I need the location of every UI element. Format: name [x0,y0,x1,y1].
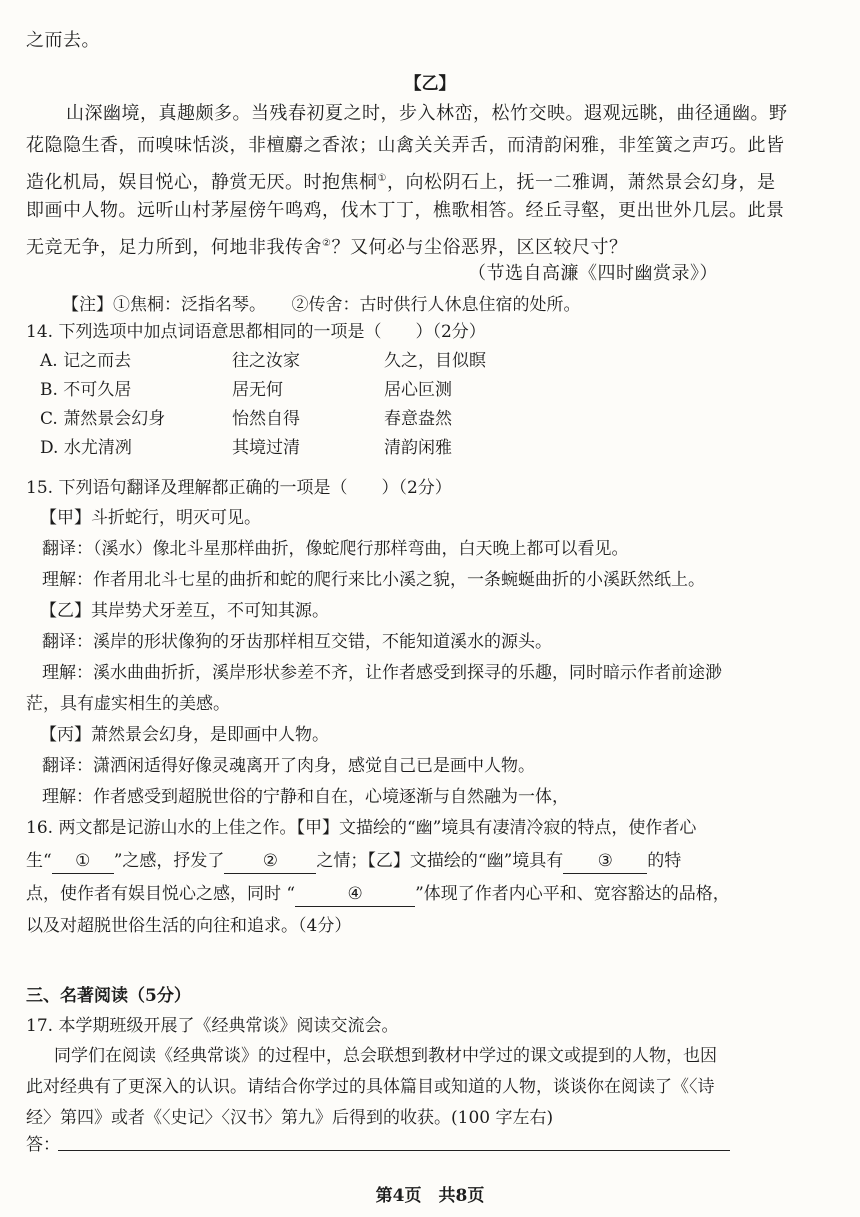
q16-text-3a: 点，使作者有娱目悦心之感，同时 “ [26,884,296,904]
q14-option-d-c: 清韵闲雅 [384,438,452,458]
q16-line-4: 以及对超脱世俗生活的向往和追求。（4分） [26,916,352,936]
passage-yi-line-3a: 造化机局，娱目悦心，静赏无厌。时抱焦桐 [26,172,378,193]
q15-stem: 15. 下列语句翻译及理解都正确的一项是（ ）（2分） [26,478,452,498]
q17-para-1: 同学们在阅读《经典常谈》的过程中，总会联想到教材中学过的课文或提到的人物，也因 [54,1046,717,1066]
q16-blank-4[interactable]: ④ [295,882,415,907]
q17-stem: 17. 本学期班级开展了《经典常谈》阅读交流会。 [26,1016,399,1036]
q14-option-b-b: 居无何 [232,380,283,400]
passage-yi-source: （节选自高濂《四时幽赏录》） [468,263,718,284]
q15-jia-quote: 【甲】斗折蛇行，明灭可见。 [40,508,261,528]
q15-bing-translation: 翻译：潇洒闲适得好像灵魂离开了肉身，感觉自己已是画中人物。 [42,756,535,776]
q17-answer-label: 答： [26,1135,60,1155]
q14-option-a-c: 久之，目似瞑 [384,351,486,371]
q14-option-c[interactable]: C. 萧然景会幻身 [40,409,166,429]
q15-yi-translation: 翻译：溪岸的形状像狗的牙齿那样相互交错，不能知道溪水的源头。 [42,632,552,652]
q15-yi-quote: 【乙】其岸势犬牙差互，不可知其源。 [40,601,329,621]
q15-jia-understanding: 理解：作者用北斗七星的曲折和蛇的爬行来比小溪之貌，一条蜿蜒曲折的小溪跃然纸上。 [42,570,705,590]
q16-line-2 [26,849,681,874]
q14-option-a[interactable]: A. 记之而去 [40,351,132,371]
q15-bing-understanding: 理解：作者感受到超脱世俗的宁静和自在，心境逐渐与自然融为一体， [42,787,569,807]
q14-option-b[interactable]: B. 不可久居 [40,380,132,400]
q15-yi-understanding-cont: 茫，具有虚实相生的美感。 [26,694,230,714]
q16-blank-1[interactable]: ① [52,849,114,874]
intro-tail: 之而去。 [26,30,100,51]
q14-option-c-c: 春意盎然 [384,409,452,429]
passage-yi-line-3 [26,167,775,195]
passage-yi-line-2: 花隐隐生香，而嗅味恬淡，非檀麝之香浓；山禽关关弄舌，而清韵闲雅，非笙簧之声巧。此皆 [26,135,785,156]
q16-text-2d: 的特 [647,851,682,871]
passage-yi-line-4: 即画中人物。远听山村茅屋傍午鸣鸡，伐木丁丁，樵歌相答。经丘寻壑，更出世外几层。此景 [26,200,785,221]
note-mark-2: ② [322,238,332,249]
passage-yi-line-1: 山深幽境，真趣颇多。当残春初夏之时，步入林峦，松竹交映。遐观远眺，曲径通幽。野 [66,103,788,124]
q14-option-d[interactable]: D. 水尤清冽 [40,438,132,458]
note-mark-1: ① [377,173,387,184]
q14-stem: 14. 下列选项中加点词语意思都相同的一项是（ ）（2分） [26,322,486,342]
q17-para-2: 此对经典有了更深入的认识。请结合你学过的具体篇目或知道的人物，谈谈你在阅读了《〈诗 [26,1077,715,1097]
passage-yi-line-5 [26,232,627,260]
q14-option-b-c: 居心叵测 [384,380,452,400]
q17-para-3: 经〉第四》或者《〈史记〉〈汉书〉第九》后得到的收获。(100 字左右) [26,1108,554,1128]
q14-option-a-b: 往之汝家 [232,351,300,371]
q14-option-c-b: 怡然自得 [232,409,300,429]
passage-yi-line-5b: ？又何必与尘俗恶界，区区较尺寸？ [331,237,628,258]
q17-answer-line[interactable] [58,1150,730,1151]
passage-yi-line-5a: 无竞无争，足力所到，何地非我传舍 [26,237,322,258]
q14-option-d-b: 其境过清 [232,438,300,458]
q15-jia-translation: 翻译：（溪水）像北斗星那样曲折，像蛇爬行那样弯曲，白天晚上都可以看见。 [42,539,629,559]
passage-yi-line-3b: ，向松阴石上，抚一二雅调，萧然景会幻身，是 [386,172,776,193]
q16-blank-2[interactable]: ② [224,849,316,874]
page-footer: 第4页 共8页 [375,1186,485,1206]
q15-yi-understanding: 理解：溪水曲曲折折，溪岸形状参差不齐，让作者感受到探寻的乐趣，同时暗示作者前途渺 [42,663,722,683]
q16-text-3b: ”体现了作者内心平和、宽容豁达的品格， [415,884,730,904]
passage-yi-note: 【注】①焦桐：泛指名琴。 ②传舍：古时供行人休息住宿的处所。 [62,295,581,315]
q16-text-2a: 生“ [26,851,52,871]
q16-line-1: 16. 两文都是记游山水的上佳之作。【甲】文描绘的“幽”境具有凄清冷寂的特点，使作者心 [26,818,697,838]
q16-blank-3[interactable]: ③ [563,849,647,874]
q15-bing-quote: 【丙】萧然景会幻身，是即画中人物。 [40,725,329,745]
passage-yi-header [0,72,860,96]
q16-text-2b: ”之感，抒发了 [113,851,225,871]
passage-yi-title: 【乙】 [404,74,456,94]
q16-text-2c: 之情；【乙】文描绘的“幽”境具有 [316,851,564,871]
section-3-title: 三、名著阅读（5分） [26,986,191,1006]
q16-line-3 [26,882,730,907]
